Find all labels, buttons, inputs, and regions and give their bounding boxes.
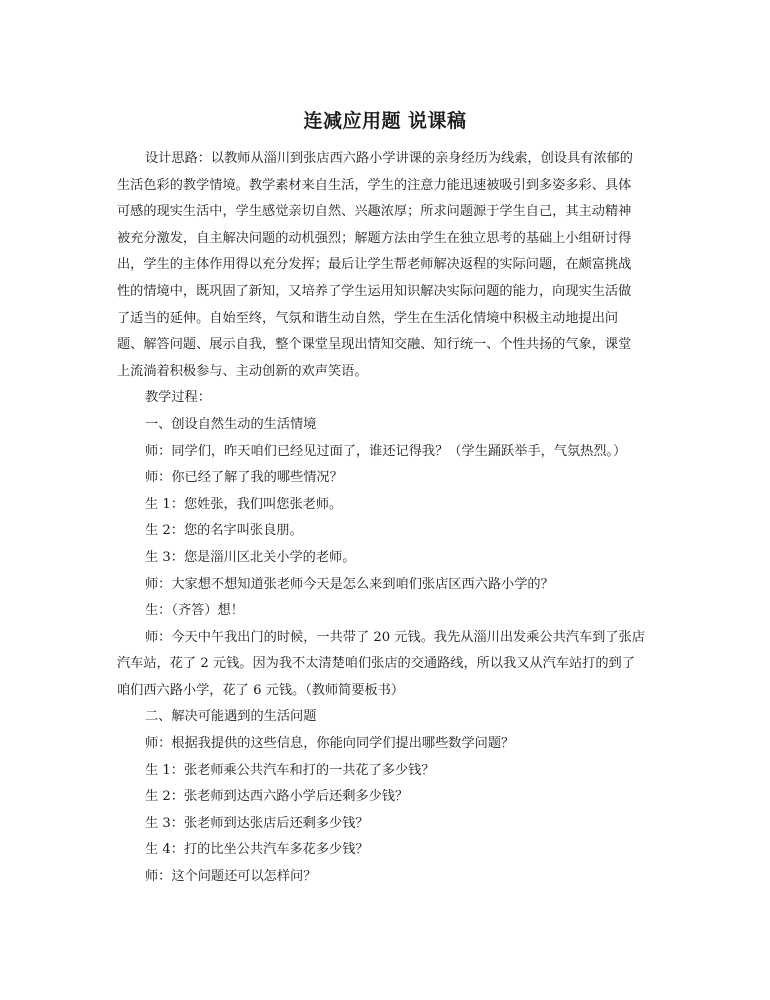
text-line: 师：这个问题还可以怎样问？ xyxy=(145,869,317,885)
document-title: 连减应用题 说课稿 xyxy=(303,110,467,132)
text-line: 了适当的延伸。自始至终，气氛和谐生动自然，学生在生活化情境中积极主动地提出问 xyxy=(117,310,619,326)
text-line: 被充分激发，自主解决问题的动机强烈；解题方法由学生在独立思考的基础上小组研讨得 xyxy=(117,230,632,246)
text-line: 生 3：张老师到达张店后还剩多少钱？ xyxy=(145,815,369,831)
text-line: 师：今天中午我出门的时候，一共带了 20 元钱。我先从淄川出发乘公共汽车到了张店 xyxy=(145,629,645,645)
text-line: 生 4：打的比坐公共汽车多花多少钱？ xyxy=(145,842,369,858)
text-line: 生 2：张老师到达西六路小学后还剩多少钱？ xyxy=(145,789,409,805)
text-line: 汽车站，花了 2 元钱。因为我不太清楚咱们张店的交通路线，所以我又从汽车站打的到了 xyxy=(117,656,635,672)
text-line: 教学过程： xyxy=(145,390,211,406)
text-line: 生 1：张老师乘公共汽车和打的一共花了多少钱？ xyxy=(145,762,435,778)
text-line: 可感的现实生活中，学生感觉亲切自然、兴趣浓厚；所求问题源于学生自己，其主动精神 xyxy=(117,204,632,220)
text-line: 生：（齐答）想！ xyxy=(145,603,244,619)
text-line: 生 1：您姓张，我们叫您张老师。 xyxy=(145,496,343,512)
text-line: 出，学生的主体作用得以充分发挥；最后让学生帮老师解决返程的实际问题，在颇富挑战 xyxy=(117,257,632,273)
text-line: 性的情境中，既巩固了新知，又培养了学生运用知识解决实际问题的能力，向现实生活做 xyxy=(117,283,632,299)
text-line: 一、创设自然生动的生活情境 xyxy=(145,416,317,432)
text-line: 生 2：您的名字叫张良朋。 xyxy=(145,523,303,539)
document-body xyxy=(117,146,653,891)
text-line: 师：同学们，昨天咱们已经见过面了，谁还记得我？（学生踊跃举手，气氛热烈。） xyxy=(145,443,627,459)
text-line: 师：你已经了解了我的哪些情况？ xyxy=(145,470,343,486)
text-line: 设计思路：以教师从淄川到张店西六路小学讲课的亲身经历为线索，创设具有浓郁的 xyxy=(145,151,633,166)
text-line: 二、解决可能遇到的生活问题 xyxy=(145,709,317,725)
text-line: 生活色彩的教学情境。教学素材来自生活，学生的注意力能迅速被吸引到多姿多彩、具体 xyxy=(117,177,632,193)
text-line: 生 3：您是淄川区北关小学的老师。 xyxy=(145,549,356,565)
text-line: 题、解答问题、展示自我，整个课堂呈现出情知交融、知行统一、个性共扬的气象，课堂 xyxy=(117,337,632,353)
text-line: 咱们西六路小学，花了 6 元钱。（教师简要板书） xyxy=(117,682,405,698)
text-line: 师：根据我提供的这些信息，你能向同学们提出哪些数学问题？ xyxy=(145,736,515,752)
text-line: 师：大家想不想知道张老师今天是怎么来到咱们张店区西六路小学的？ xyxy=(145,576,554,592)
text-line: 上流淌着积极参与、主动创新的欢声笑语。 xyxy=(117,363,368,379)
